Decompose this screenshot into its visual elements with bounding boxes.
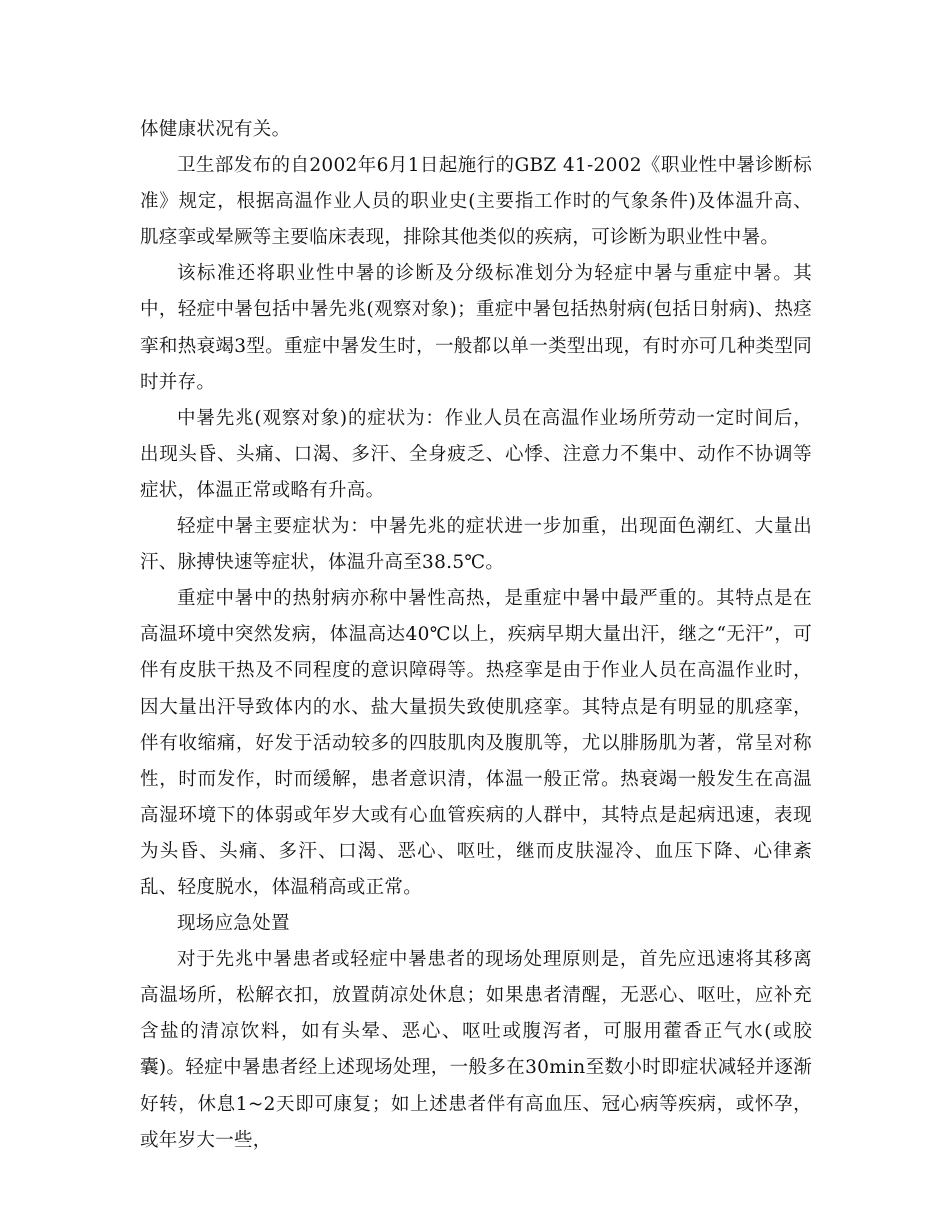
paragraph: 对于先兆中暑患者或轻症中暑患者的现场处理原则是，首先应迅速将其移离高温场所，松解衣扣，放置荫凉处休息；如果患者清醒，无恶心、呕吐，应补充含盐的清凉饮料，如有头晕、恶心、呕吐或腹泻者，可服用藿香正气水(或胶囊)。轻症中暑患者经上述现场处理，一般多在30min至数小时即症状减轻并逐渐好转，休息1~2天即可康复；如上述患者伴有高血压、冠心病等疾病，或怀孕，或年岁大一些， — [140, 949, 812, 1151]
paragraph: 重症中暑中的热射病亦称中暑性高热，是重症中暑中最严重的。其特点是在高温环境中突然发病，体温高达40℃以上，疾病早期大量出汗，继之“无汗”，可伴有皮肤干热及不同程度的意识障碍等。热痉挛是由于作业人员在高温作业时，因大量出汗导致体内的水、盐大量损失致使肌痉挛。其特点是有明显的肌痉挛，伴有收缩痛，好发于活动较多的四肢肌肉及腹肌等，尤以腓肠肌为著，常呈对称性，时而发作，时而缓解，患者意识清，体温一般正常。热衰竭一般发生在高温高湿环境下的体弱或年岁大或有心血管疾病的人群中，其特点是起病迅速，表现为头昏、头痛、多汗、口渴、恶心、呕吐，继而皮肤湿冷、血压下降、心律紊乱、轻度脱水，体温稍高或正常。 — [140, 588, 812, 898]
paragraph: 体健康状况有关。 — [140, 119, 291, 140]
paragraph: 卫生部发布的自2002年6月1日起施行的GBZ 41-2002《职业性中暑诊断标准》规定，根据高温作业人员的职业史(主要指工作时的气象条件)及体温升高、肌痉挛或晕厥等主要临床表现，排除其他类似的疾病，可诊断为职业性中暑。 — [140, 155, 812, 249]
paragraph: 中暑先兆(观察对象)的症状为：作业人员在高温作业场所劳动一定时间后，出现头昏、头痛、口渴、多汗、全身疲乏、心悸、注意力不集中、动作不协调等症状，体温正常或略有升高。 — [140, 407, 812, 501]
paragraph: 轻症中暑主要症状为：中暑先兆的症状进一步加重，出现面色潮红、大量出汗、脉搏快速等症状，体温升高至38.5℃。 — [140, 516, 812, 574]
paragraph: 该标准还将职业性中暑的诊断及分级标准划分为轻症中暑与重症中暑。其中，轻症中暑包括中暑先兆(观察对象)；重症中暑包括热射病(包括日射病)、热痉挛和热衰竭3型。重症中暑发生时，一般都以单一类型出现，有时亦可几种类型同时并存。 — [140, 263, 812, 393]
section-heading: 现场应急处置 — [177, 913, 290, 935]
document-body — [140, 112, 812, 1159]
